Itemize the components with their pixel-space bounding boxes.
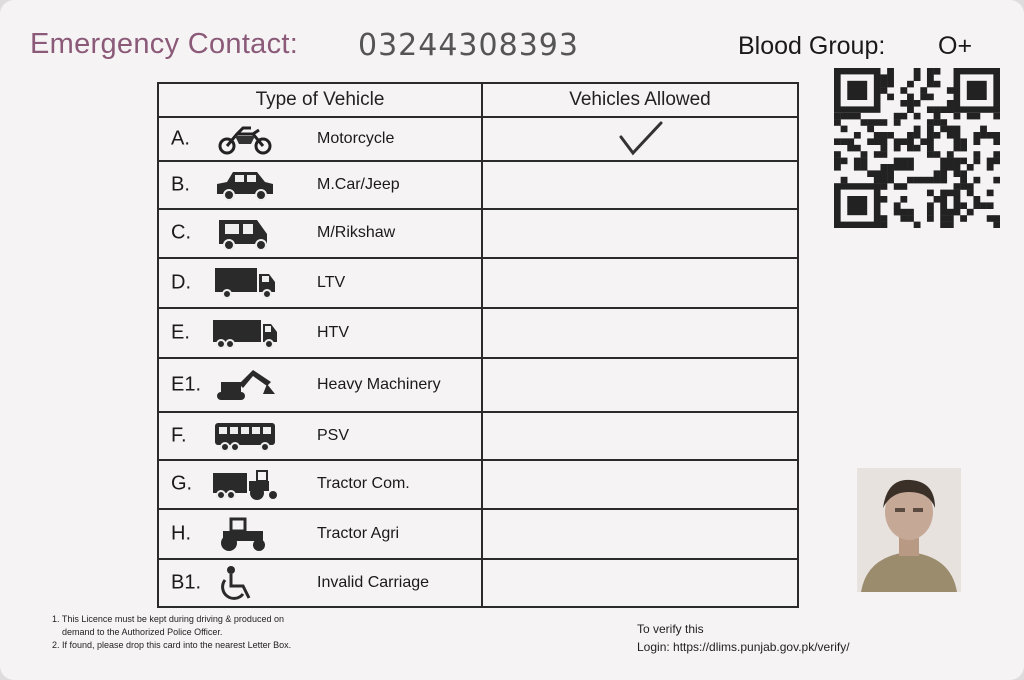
vehicle-type-cell bbox=[158, 358, 482, 412]
heavy-truck-icon bbox=[213, 316, 277, 350]
vehicle-code: D. bbox=[171, 271, 191, 294]
vehicle-name: Heavy Machinery bbox=[317, 376, 441, 394]
notes bbox=[52, 613, 291, 652]
vehicle-name: M.Car/Jeep bbox=[317, 176, 400, 194]
vehicle-name: Tractor Agri bbox=[317, 524, 400, 542]
vehicle-type-cell bbox=[158, 258, 482, 308]
vehicle-type-cell bbox=[158, 460, 482, 508]
note-line: 2. If found, please drop this card into the nearest Letter Box. bbox=[52, 640, 292, 650]
table-row bbox=[158, 460, 798, 508]
vehicle-code: F. bbox=[171, 424, 187, 447]
vehicle-code: C. bbox=[171, 221, 191, 244]
vehicle-type-cell bbox=[158, 559, 482, 607]
verify-line-1: To verify this bbox=[637, 622, 704, 636]
table-row bbox=[158, 117, 798, 161]
vehicle-name: HTV bbox=[317, 323, 349, 341]
header-type-of-vehicle: Type of Vehicle bbox=[158, 83, 482, 117]
blood-group-label: Blood Group: bbox=[738, 32, 886, 60]
vehicle-table bbox=[157, 82, 799, 608]
vehicle-type-cell bbox=[158, 308, 482, 358]
vehicle-allowed-cell bbox=[482, 358, 798, 412]
tractor-icon bbox=[213, 517, 277, 551]
verify-url: Login: https://dlims.punjab.gov.pk/verify/ bbox=[637, 640, 850, 654]
vehicle-code: H. bbox=[171, 522, 191, 545]
checkmark-icon bbox=[615, 119, 665, 159]
vehicle-type-cell bbox=[158, 161, 482, 209]
table-row bbox=[158, 358, 798, 412]
note-line: 1. This Licence must be kept during driving & produced on bbox=[52, 614, 284, 624]
note-line: demand to the Authorized Police Officer. bbox=[62, 627, 223, 637]
light-truck-icon bbox=[213, 266, 277, 300]
vehicle-allowed-cell bbox=[482, 559, 798, 607]
car-icon bbox=[213, 168, 277, 202]
vehicle-name: M/Rikshaw bbox=[317, 224, 396, 242]
vehicle-code: B1. bbox=[171, 571, 202, 594]
vehicle-code: B. bbox=[171, 173, 190, 196]
table-row bbox=[158, 161, 798, 209]
tractor-trailer-icon bbox=[213, 467, 277, 501]
rickshaw-icon bbox=[213, 216, 277, 250]
vehicle-allowed-cell bbox=[482, 161, 798, 209]
holder-photo bbox=[857, 468, 961, 592]
vehicle-name: PSV bbox=[317, 427, 350, 445]
table-row bbox=[158, 509, 798, 559]
emergency-contact-number: 03244308393 bbox=[358, 28, 579, 63]
table-row bbox=[158, 258, 798, 308]
table-row bbox=[158, 412, 798, 460]
blood-group-value: O+ bbox=[938, 32, 973, 60]
excavator-icon bbox=[213, 368, 277, 402]
vehicle-type-cell bbox=[158, 412, 482, 460]
vehicle-allowed-cell bbox=[482, 258, 798, 308]
vehicle-allowed-cell bbox=[482, 509, 798, 559]
vehicle-code: G. bbox=[171, 472, 193, 495]
vehicle-code: E. bbox=[171, 321, 190, 344]
vehicle-code: E1. bbox=[171, 373, 202, 396]
vehicle-allowed-cell bbox=[482, 412, 798, 460]
header-vehicles-allowed: Vehicles Allowed bbox=[482, 83, 798, 117]
verify-info bbox=[637, 620, 850, 656]
wheelchair-icon bbox=[213, 566, 277, 600]
vehicle-allowed-cell bbox=[482, 460, 798, 508]
person-photo-icon bbox=[857, 468, 961, 592]
bus-icon bbox=[213, 419, 277, 453]
vehicle-type-cell bbox=[158, 209, 482, 257]
vehicle-type-cell bbox=[158, 509, 482, 559]
vehicle-allowed-cell bbox=[482, 117, 798, 161]
table-row bbox=[158, 209, 798, 257]
vehicle-name: Motorcycle bbox=[317, 130, 395, 148]
table-row bbox=[158, 308, 798, 358]
qr-code bbox=[834, 68, 1000, 228]
emergency-contact-label: Emergency Contact: bbox=[30, 28, 299, 60]
vehicle-allowed-cell bbox=[482, 308, 798, 358]
vehicle-code: A. bbox=[171, 127, 190, 150]
vehicle-type-cell bbox=[158, 117, 482, 161]
motorcycle-icon bbox=[213, 122, 277, 156]
table-row bbox=[158, 559, 798, 607]
vehicle-allowed-cell bbox=[482, 209, 798, 257]
vehicle-name: LTV bbox=[317, 273, 346, 291]
vehicle-name: Invalid Carriage bbox=[317, 573, 430, 591]
vehicle-name: Tractor Com. bbox=[317, 475, 410, 493]
